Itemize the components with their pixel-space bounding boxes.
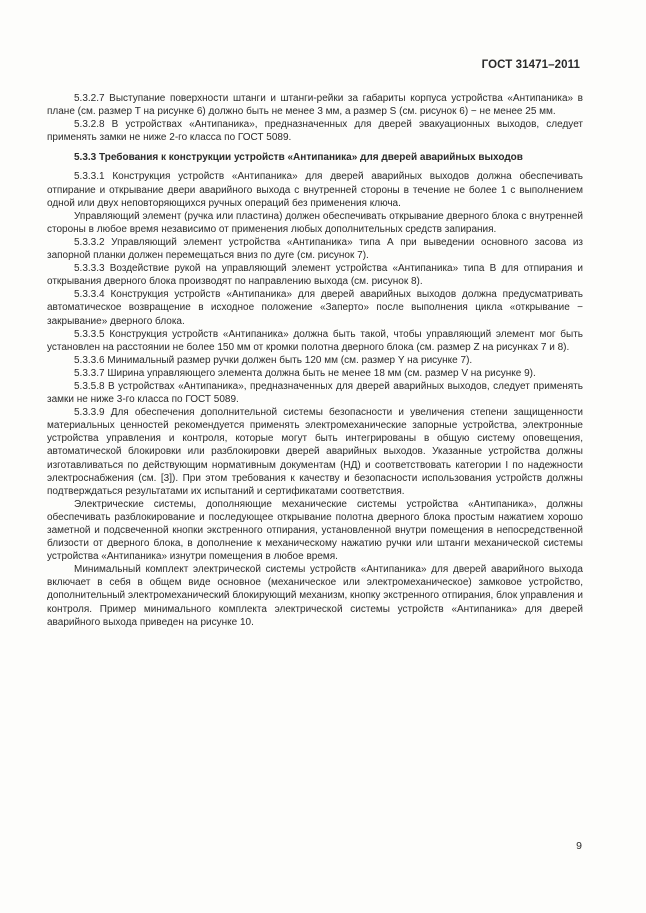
paragraph: 5.3.3.4 Конструкция устройств «Антипаника» для дверей аварийных выходов должна предусматривать автоматическое возвращение в исходное положение «Заперто» после выполнения цикла «открывание − закрывание» дверного блока.: [47, 289, 583, 327]
paragraph: 5.3.2.7 Выступание поверхности штанги и штанги-рейки за габариты корпуса устройства «Антипаника» в плане (см. размер T на рисунке 6) должно быть не менее 3 мм, а размер S (см. рисунок 6) − не менее 25 мм.: [47, 93, 583, 118]
paragraph: Управляющий элемент (ручка или пластина) должен обеспечивать открывание дверного блока с внутренней стороны в любое время независимо от применения любых дополнительных средств запирания.: [47, 210, 583, 235]
paragraph: Электрические системы, дополняющие механические системы устройства «Антипаника», должны обеспечивать разблокирование и последующее открывание полотна дверного блока простым нажатием хорошо заметной и подсвеченной кнопки экстренного отпирания, установленной внутри помещения в непосредственной близости от дверного блока, в дополнение к механическому нажатию ручки или штанги механической системы устройства «Антипаника» изнутри помещения в любое время.: [47, 498, 583, 563]
paragraph: 5.3.3.7 Ширина управляющего элемента должна быть не менее 18 мм (см. размер V на рисунке 9).: [74, 367, 536, 379]
paragraph: 5.3.3.3 Воздействие рукой на управляющий элемент устройства «Антипаника» типа В для отпирания и открывания дверного блока производят по направлению выхода (см. рисунок 8).: [47, 263, 583, 288]
paragraph: 5.3.2.8 В устройствах «Антипаника», предназначенных для дверей эвакуационных выходов, следует применять замки не ниже 2-го класса по ГОСТ 5089.: [47, 119, 583, 144]
paragraph: 5.3.3.5 Конструкция устройств «Антипаника» должна быть такой, чтобы управляющий элемент мог быть установлен на расстоянии не более 150 мм от кромки полотна дверного блока (см. размер Z на рисунках 7 и 8).: [47, 328, 583, 353]
paragraph: 5.3.5.8 В устройствах «Антипаника», предназначенных для дверей аварийных выходов, следует применять замки не ниже 3-го класса по ГОСТ 5089.: [47, 380, 583, 406]
paragraph: 5.3.3.9 Для обеспечения дополнительной системы безопасности и увеличения степени защищенности материальных ценностей рекомендуется применять электромеханические запорные устройства, электронные устройства управления и контроля, которые могут быть интегрированы в общую систему оповещения, автоматической блокировки или разблокировки дверей аварийных выходов. Указанные устройства должны изготавливаться по действующим нормативным документам (НД) и соответствовать категории I по надежности электроснабжения (см. [3]). При этом требования к качеству и безопасности использования устройств должны подтверждаться результатами их испытаний и сертификатами соответствия.: [47, 407, 583, 497]
paragraph: 5.3.3.6 Минимальный размер ручки должен быть 120 мм (см. размер Y на рисунке 7).: [74, 354, 473, 366]
paragraph: Минимальный комплект электрической системы устройств «Антипаника» для дверей аварийного выхода включает в себя в общем виде основное (механическое или электромеханическое) замковое устройство, дополнительный электромеханический блокирующий механизм, кнопку экстренного отпирания, блок управления и контроля. Пример минимального комплекта электрической системы устройств «Антипаника» для дверей аварийного выхода приведен на рисунке 10.: [47, 564, 583, 628]
section-heading: 5.3.3 Требования к конструкции устройств «Антипаника» для дверей аварийных выходов: [74, 152, 523, 164]
page-number: 9: [576, 840, 582, 852]
paragraph: 5.3.3.2 Управляющий элемент устройства «Антипаника» типа А при выведении основного засова из запорной планки должен перемещаться вниз по дуге (см. рисунок 7).: [47, 236, 583, 262]
paragraph: 5.3.3.1 Конструкция устройств «Антипаника» для дверей аварийных выходов должна обеспечивать отпирание и открывание двери аварийного выхода с внутренней стороны в течение не более 1 с выполнением одной или двух неповторяющихся ручных операций без применения ключа.: [47, 171, 583, 209]
document-header: ГОСТ 31471–2011: [481, 59, 580, 71]
document-body: [47, 92, 583, 629]
